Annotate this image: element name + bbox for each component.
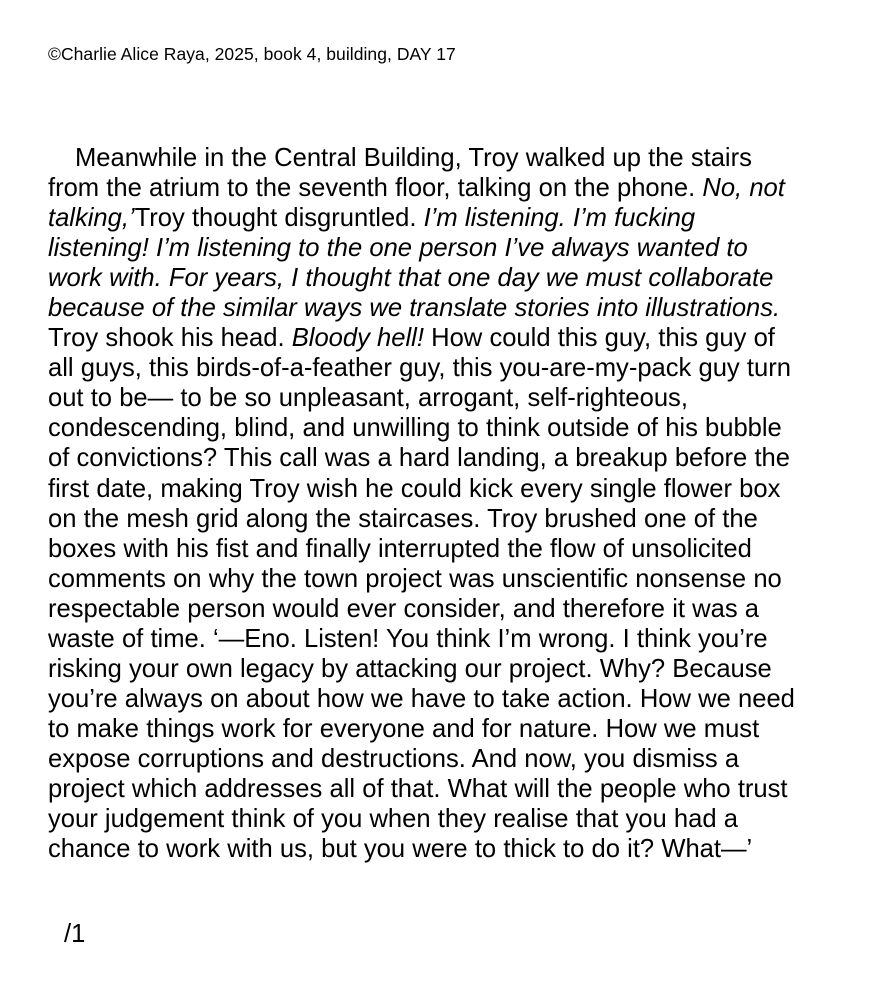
page-folio: /1 xyxy=(64,920,86,948)
narrative-text: Meanwhile in the Central Building, Troy walked up the stairs from the atrium to the seventh floor, talking on the phone. xyxy=(48,144,752,203)
narrative-text: Troy shook his head. xyxy=(48,324,292,353)
running-head: ©Charlie Alice Raya, 2025, book 4, building, DAY 17 xyxy=(48,44,456,64)
inner-thought-text: No, not talking,’ xyxy=(48,174,785,233)
narrative-text: Troy thought disgruntled. xyxy=(134,204,424,233)
body-paragraph xyxy=(48,143,800,864)
body-text-block xyxy=(48,143,800,864)
narrative-text: How could this guy, this guy of all guys, this birds-of-a-feather guy, this you-are-my-pack guy turn out to be— to be so unpleasant, arrogant, self-righteous, condescending, blind, and unwilling to think outside of his bubble of convictions? This call was a hard landing, a breakup before the first date, making Troy wish he could kick every single flower box on the mesh grid along the staircases. Troy brushed one of the boxes with his fist and finally interrupted the flow of unsolicited comments on why the town project was unscientific nonsense no respectable person would ever consider, and therefore it was a waste of time. ‘—Eno. Listen! You think I’m wrong. I think you’re risking your own legacy by attacking our project. Why? Because you’re always on about how we have to take action. How we need to make things work for everyone and for nature. How we must expose corruptions and destructions. And now, you dismiss a project which addresses all of that. What will the people who trust your judgement think of you when they realise that you had a chance to work with us, but you were to thick to do it? What—’ xyxy=(48,324,795,864)
inner-thought-text: Bloody hell! xyxy=(291,324,424,353)
inner-thought-text: I’m listening. I’m fucking listening! I’m listening to the one person I’ve always wanted to work with. For years, I thought that one day we must collaborate because of the similar ways we translate stories into illustrations. xyxy=(48,204,781,323)
